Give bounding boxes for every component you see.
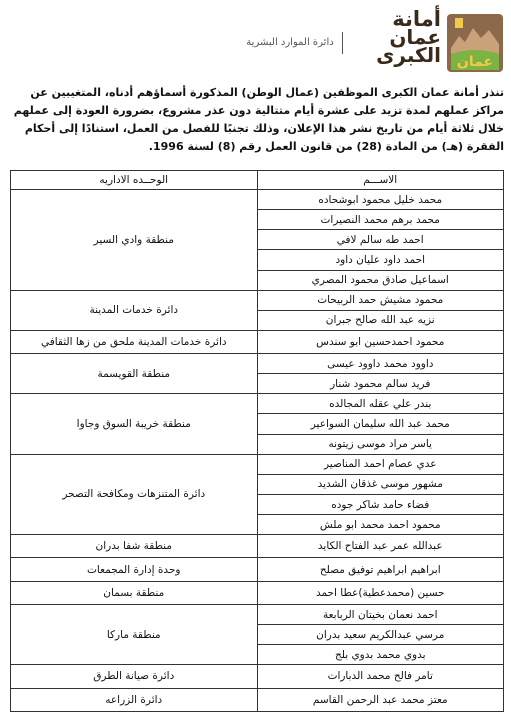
employees-table	[10, 170, 504, 712]
employee-name: عدي عصام احمد المناصير	[257, 454, 504, 474]
table-row	[11, 581, 504, 604]
notice-paragraph: تنذر أمانة عمان الكبرى الموظفين (عمال الوطن) المذكورة أسماؤهم أدناه، المتغيبين عن مراكز عملهم لمدة تزيد على عشرة أيام متتالية دون عذر مشروع، بضرورة العودة إلى عملهم خلال ثلاثة أيام من تاريخ نشر هذا الإعلان، وذلك تجنبًا للفصل من العمل، استنادًا إلى أحكام الفقرة (هـ) من المادة (28) من قانون العمل رقم (8) لسنة 1996.	[13, 86, 504, 153]
table-row	[11, 535, 504, 558]
employee-name: بدوي محمد بدوي بلج	[257, 645, 504, 665]
employee-name: حسين (محمدعطية)عطا احمد	[257, 581, 504, 604]
administrative-unit: دائرة خدمات المدينة	[11, 290, 258, 330]
administrative-unit: منطقة القويسمة	[11, 354, 258, 394]
table-row	[11, 354, 504, 374]
employee-name: داوود محمد داوود عيسى	[257, 354, 504, 374]
employee-name: محمود مشيش حمد الربيحات	[257, 290, 504, 310]
administrative-unit: منطقة بسمان	[11, 581, 258, 604]
table-row	[11, 688, 504, 711]
employee-name: مشهور موسى غذقان الشديد	[257, 474, 504, 494]
table-row	[11, 604, 504, 624]
employee-name: عبدالله عمر عبد الفتاح الكايد	[257, 535, 504, 558]
department-label: دائرة الموارد البشرية	[238, 32, 343, 54]
table-row	[11, 330, 504, 353]
administrative-unit: وحدة إدارة المجمعات	[11, 558, 258, 581]
table-row	[11, 665, 504, 688]
table-row	[11, 558, 504, 581]
administrative-unit: دائرة خدمات المدينة ملحق من زها الثقافي	[11, 330, 258, 353]
administrative-unit: دائرة المتنزهات ومكافحة التصحر	[11, 454, 258, 535]
employee-name: ابراهيم ابراهيم توفيق مصلح	[257, 558, 504, 581]
employee-name: محمد عبد الله سليمان السواعير	[257, 414, 504, 434]
administrative-unit: منطقة وادي السير	[11, 190, 258, 291]
logo-line-1: أمانة	[392, 7, 441, 31]
employee-name: محمد خليل محمود ابوشحاده	[257, 190, 504, 210]
employee-name: اسماعيل صادق محمود المصري	[257, 270, 504, 290]
employee-name: تامر فالح محمد الدبارات	[257, 665, 504, 688]
administrative-unit: منطقة شفا بدران	[11, 535, 258, 558]
employee-name: محمد برهم محمد النصيرات	[257, 210, 504, 230]
name-column-header: الاســـم	[257, 171, 504, 190]
administrative-unit: دائرة صيانة الطرق	[11, 665, 258, 688]
administrative-unit: منطقة ماركا	[11, 604, 258, 664]
employee-name: معتز محمد عبد الرحمن القاسم	[257, 688, 504, 711]
table-row	[11, 454, 504, 474]
employee-name: محمود احمدحسين ابو سندس	[257, 330, 504, 353]
administrative-unit: منطقة خريبة السوق وجاوا	[11, 394, 258, 454]
table-row	[11, 190, 504, 210]
logo-line-3: الكبرى	[376, 43, 441, 67]
employee-name: بندر علي عقله المجالده	[257, 394, 504, 414]
logo-text	[376, 7, 441, 67]
table-header-row	[11, 171, 504, 190]
employee-name: احمد طه سالم لافي	[257, 230, 504, 250]
table-row	[11, 394, 504, 414]
svg-text:عمان: عمان	[456, 54, 494, 70]
employee-name: فضاء حامد شاكر جوده	[257, 494, 504, 514]
table-body	[11, 190, 504, 712]
unit-column-header: الوحــده الاداريه	[11, 171, 258, 190]
table-row	[11, 290, 504, 310]
city-skyline-emblem-icon	[445, 8, 505, 74]
employee-name: نزيه عبد الله صالح جبران	[257, 310, 504, 330]
employee-name: محمود احمد محمد ابو ملش	[257, 515, 504, 535]
employee-name: احمد داود عليان داود	[257, 250, 504, 270]
employee-name: احمد نعمان بخيتان الربابعة	[257, 604, 504, 624]
employee-name: مرسي عبدالكريم سعيد بدران	[257, 625, 504, 645]
employee-name: فريد سالم محمود شنار	[257, 374, 504, 394]
logo-line-2: عمان	[389, 25, 441, 49]
employee-name: ياسر مراد موسى زيتونه	[257, 434, 504, 454]
page-header	[0, 0, 511, 84]
administrative-unit: دائرة الزراعه	[11, 688, 258, 711]
